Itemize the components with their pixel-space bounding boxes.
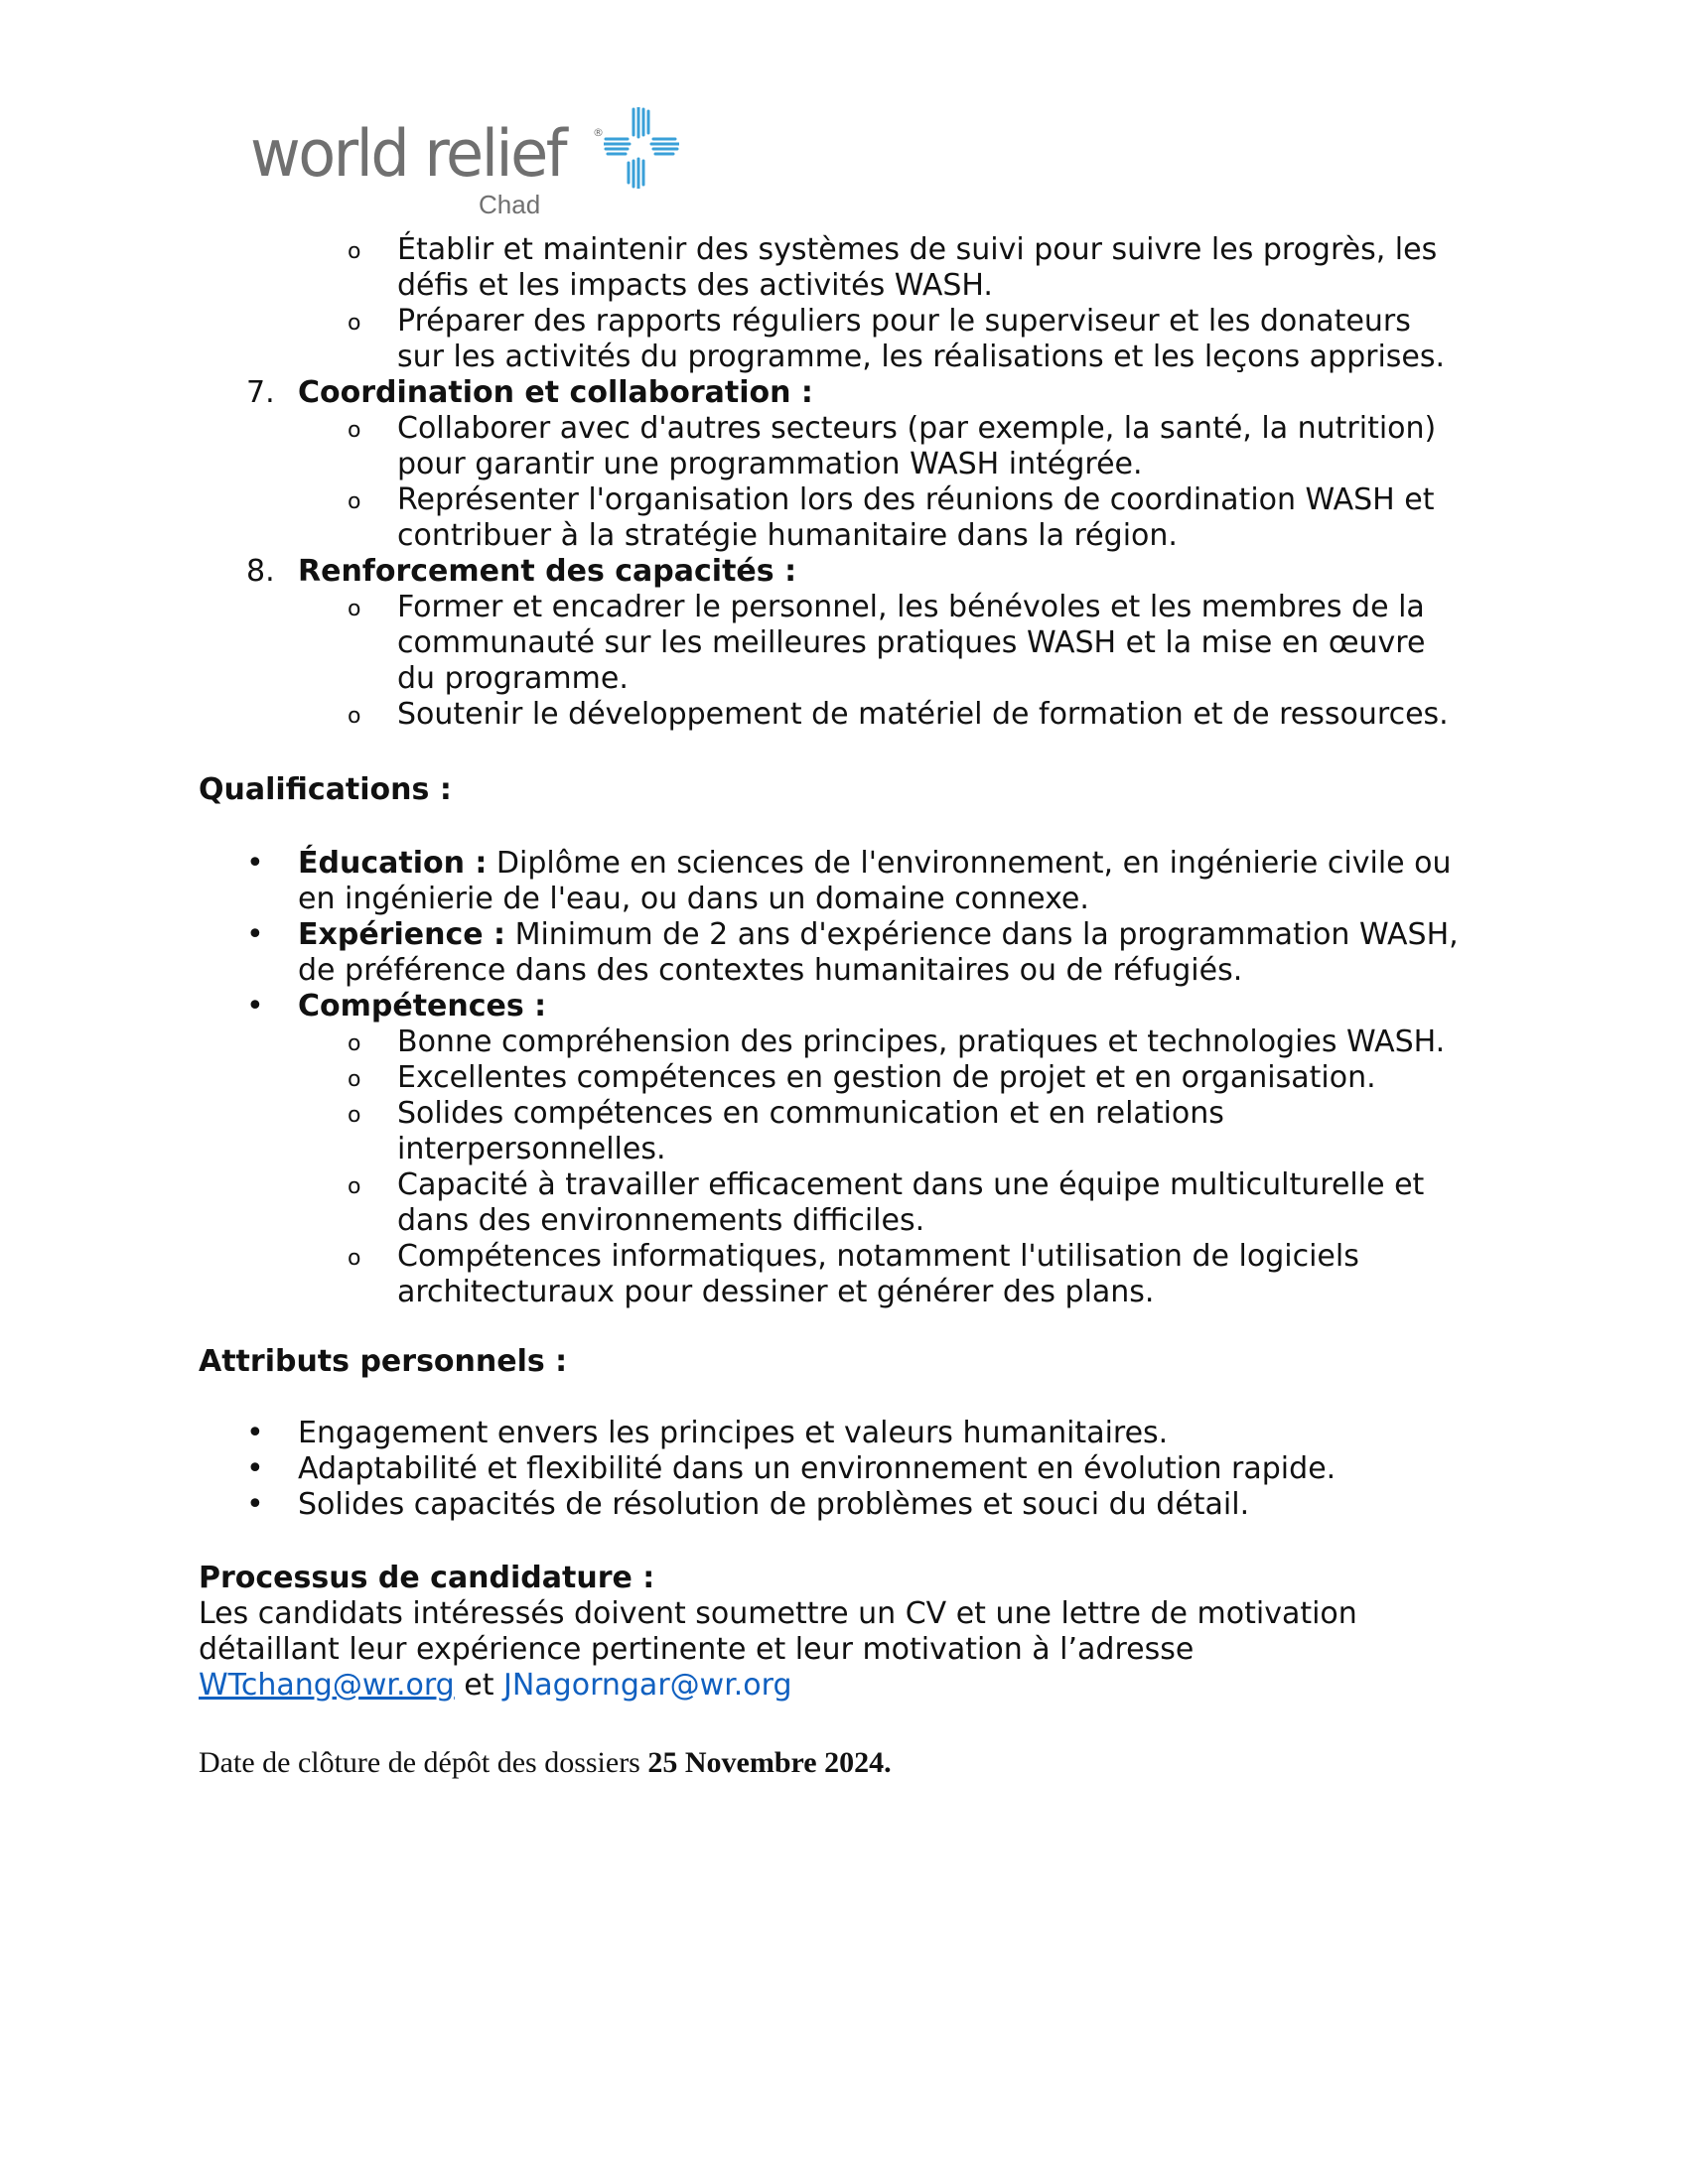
email-link-jnagorngar[interactable]: JNagorngar@wr.org xyxy=(503,1668,792,1703)
section-number: 7. xyxy=(246,375,275,410)
sub-bullet-icon: o xyxy=(348,1246,361,1271)
sub-bullet-icon: o xyxy=(348,1031,361,1056)
sub-bullet-icon: o xyxy=(348,1067,361,1092)
list-item: Adaptabilité et flexibilité dans un environnement en évolution rapide. xyxy=(298,1451,1336,1486)
list-item-line: Établir et maintenir des systèmes de suivi pour suivre les progrès, les xyxy=(397,232,1438,267)
list-item-line: du programme. xyxy=(397,661,629,696)
bullet-icon: • xyxy=(246,917,264,952)
sub-bullet-icon: o xyxy=(348,418,361,443)
list-item-line: Soutenir le développement de matériel de formation et de ressources. xyxy=(397,697,1449,732)
email-link-wtchang[interactable]: WTchang@wr.org xyxy=(199,1668,455,1703)
sub-bullet-icon: o xyxy=(348,1103,361,1128)
qualifications-heading: Qualifications : xyxy=(199,772,452,807)
list-item-line: contribuer à la stratégie humanitaire dans la région. xyxy=(397,518,1178,553)
list-item-line: en ingénierie de l'eau, ou dans un domaine connexe. xyxy=(298,882,1089,916)
list-item-line xyxy=(298,846,1489,882)
education-label: Éducation : xyxy=(298,846,488,881)
application-emails xyxy=(199,1668,792,1704)
application-text-line: Les candidats intéressés doivent soumettre un CV et une lettre de motivation xyxy=(199,1596,1357,1631)
world-relief-logo xyxy=(250,107,647,218)
sub-bullet-icon: o xyxy=(348,489,361,514)
sub-bullet-icon: o xyxy=(348,597,361,621)
list-item-line: Excellentes compétences en gestion de projet et en organisation. xyxy=(397,1060,1376,1095)
closing-date-line xyxy=(199,1745,892,1781)
list-item: Solides capacités de résolution de problèmes et souci du détail. xyxy=(298,1487,1250,1522)
application-text-line: détaillant leur expérience pertinente et leur motivation à l’adresse xyxy=(199,1632,1195,1667)
list-item-line: Solides compétences en communication et en relations xyxy=(397,1096,1224,1131)
list-item-line xyxy=(298,917,1489,953)
competences-label: Compétences : xyxy=(298,989,547,1024)
bullet-icon: • xyxy=(246,989,264,1024)
list-item-line: sur les activités du programme, les réalisations et les leçons apprises. xyxy=(397,340,1446,374)
bullet-icon: • xyxy=(246,1487,264,1522)
list-item-line: Bonne compréhension des principes, pratiques et technologies WASH. xyxy=(397,1024,1446,1059)
sub-bullet-icon: o xyxy=(348,239,361,264)
list-item-line: Capacité à travailler efficacement dans une équipe multiculturelle et xyxy=(397,1167,1425,1202)
closing-date: 25 Novembre 2024. xyxy=(647,1746,892,1779)
list-item-line: de préférence dans des contextes humanitaires ou de réfugiés. xyxy=(298,953,1243,988)
sub-bullet-icon: o xyxy=(348,704,361,729)
list-item-line: Représenter l'organisation lors des réunions de coordination WASH et xyxy=(397,482,1435,517)
logo-wordmark: world relief xyxy=(250,114,566,192)
section-title: Renforcement des capacités : xyxy=(298,554,797,589)
experience-label: Expérience : xyxy=(298,917,506,952)
email-connector: et xyxy=(454,1668,503,1703)
list-item-line: Préparer des rapports réguliers pour le superviseur et les donateurs xyxy=(397,304,1411,339)
education-text: Diplôme en sciences de l'environnement, en ingénierie civile ou xyxy=(487,846,1452,881)
section-number: 8. xyxy=(246,554,275,589)
list-item-line: pour garantir une programmation WASH intégrée. xyxy=(397,447,1143,481)
logo-registered-mark: ® xyxy=(593,126,604,139)
attributes-heading: Attributs personnels : xyxy=(199,1344,568,1379)
section-title: Coordination et collaboration : xyxy=(298,375,813,410)
cross-of-lines-icon xyxy=(604,107,679,189)
list-item-line: dans des environnements difficiles. xyxy=(397,1203,925,1238)
list-item-line: Compétences informatiques, notamment l'utilisation de logiciels xyxy=(397,1239,1359,1274)
list-item-line: interpersonnelles. xyxy=(397,1132,666,1166)
experience-text: Minimum de 2 ans d'expérience dans la programmation WASH, xyxy=(505,917,1459,952)
sub-bullet-icon: o xyxy=(348,311,361,336)
list-item-line: défis et les impacts des activités WASH. xyxy=(397,268,993,303)
list-item-line: Collaborer avec d'autres secteurs (par exemple, la santé, la nutrition) xyxy=(397,411,1437,446)
logo-country: Chad xyxy=(479,190,541,219)
bullet-icon: • xyxy=(246,1416,264,1450)
list-item-line: communauté sur les meilleures pratiques WASH et la mise en œuvre xyxy=(397,625,1426,660)
list-item: Engagement envers les principes et valeurs humanitaires. xyxy=(298,1416,1169,1450)
bullet-icon: • xyxy=(246,1451,264,1486)
application-heading: Processus de candidature : xyxy=(199,1561,655,1595)
sub-bullet-icon: o xyxy=(348,1174,361,1199)
bullet-icon: • xyxy=(246,846,264,881)
list-item-line: Former et encadrer le personnel, les bénévoles et les membres de la xyxy=(397,590,1425,624)
closing-text: Date de clôture de dépôt des dossiers xyxy=(199,1746,648,1779)
list-item-line: architecturaux pour dessiner et générer des plans. xyxy=(397,1275,1155,1309)
